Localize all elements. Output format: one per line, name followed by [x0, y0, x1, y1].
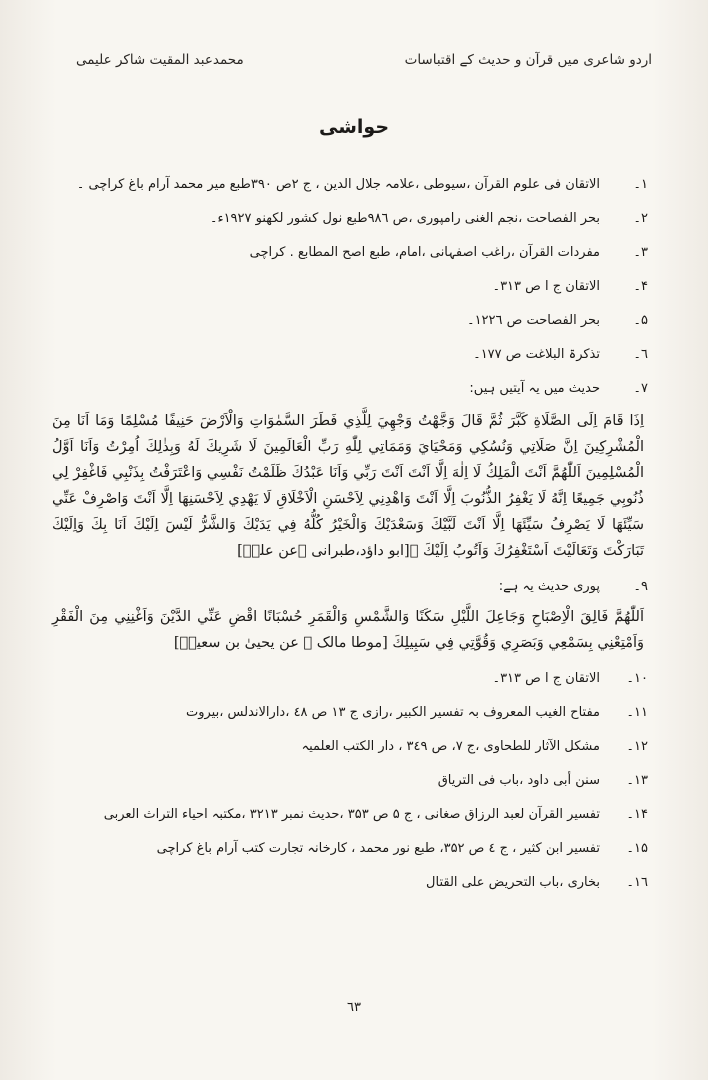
hadith-quote-1: اِذَا قَامَ اِلَى الصَّلَاةِ كَبَّرَ ثُمَّ قَالَ وَجَّهْتُ وَجْهِيَ لِلَّذِي فَطَرَ السَّمٰوَاتِ وَالْاَرْضَ حَنِيفًا مُسْلِمًا وَمَا اَنَا مِنَ الْمُشْرِكِينَ اِنَّ صَلَاتِي وَنُسُكِي وَمَحْيَايَ وَمَمَاتِي لِلّٰهِ رَبِّ الْعَالَمِينَ لَا شَرِيكَ لَهُ وَبِذٰلِكَ اُمِرْتُ وَاَنَا اَوَّلُ الْمُسْلِمِينَ اَللّٰهُمَّ اَنْتَ الْمَلِكُ لَا اِلٰهَ اِلَّا اَنْتَ اَنْتَ رَبِّي وَاَنَا عَبْدُكَ ظَلَمْتُ نَفْسِي وَاعْتَرَفْتُ بِذَنْبِي فَاغْفِرْ لِي ذُنُوبِي جَمِيعًا اِنَّهُ لَا يَغْفِرُ الذُّنُوبَ اِلَّا اَنْتَ وَاهْدِنِي لِاَحْسَنِ الْاَخْلَاقِ لَا يَهْدِي لِاَحْسَنِهَا اِلَّا اَنْتَ وَاصْرِفْ عَنِّي سَيِّئَهَا لَا يَصْرِفُ سَيِّئَهَا اِلَّا اَنْتَ لَبَّيْكَ وَسَعْدَيْكَ وَالْخَيْرُ كُلُّهُ فِي يَدَيْكَ وَالشَّرُّ لَيْسَ اِلَيْكَ اَنَا بِكَ وَاِلَيْكَ تَبَارَكْتَ وَتَعَالَيْتَ اَسْتَغْفِرُكَ وَاَتُوبُ اِلَيْكَ ۔[ابو داؤد،طبرانی ۔عن علیؓ] — [52, 413, 644, 559]
note-5 — [52, 312, 648, 330]
note-11 — [52, 704, 648, 722]
note-number: ٩۔ — [633, 579, 648, 594]
note-text: الاتقان ج ا ص ٣١٣۔ — [492, 671, 600, 686]
note-text: تفسیر القرآن لعبد الرزاق صغانی ، ج ۵ ص ٣۵٣ ،حدیث نمبر ٣٢١٣ ،مکتبہ احیاء التراث العربی — [103, 807, 600, 822]
note-4 — [52, 278, 648, 296]
note-text: بحر الفصاحت ،نجم الغنی رامپوری ،ص ٩٨٦طبع نول کشور لکھنو ١٩٢٧ء۔ — [209, 211, 600, 226]
header-author: محمدعبد المقیت شاکر علیمی — [76, 52, 244, 68]
note-number: ١۔ — [633, 177, 648, 192]
note-number: ١١۔ — [626, 705, 648, 720]
note-text: مفردات القرآن ،راغب اصفہانی ،امام، طبع اصح المطابع . کراچی — [249, 245, 600, 260]
note-text: بحر الفصاحت ص ١٢٢٦۔ — [466, 313, 600, 328]
note-14 — [52, 806, 648, 824]
note-number: ٣۔ — [633, 245, 648, 260]
note-text: الاتقان فی علوم القرآن ،سیوطی ،علامہ جلال الدین ، ج ٢ص ٣٩٠طبع میر محمد آرام باغ کراچی ۔ — [76, 177, 600, 192]
note-text: تفسیر ابن کثیر ، ج ٤ ص ٣۵٢، طبع نور محمد ، کارخانہ تجارت کتب آرام باغ کراچی — [156, 841, 600, 856]
note-text: الاتقان ج ا ص ٣١٣۔ — [492, 279, 600, 294]
note-number: ١٦۔ — [626, 875, 648, 890]
running-header — [76, 52, 652, 68]
note-1 — [52, 176, 648, 194]
footnotes-body — [52, 176, 648, 892]
note-15 — [52, 840, 648, 858]
note-text: مفتاح الغیب المعروف بہ تفسیر الکبیر ،رازی ج ١٣ ص ٤٨ ،دارالاندلس ،بیروت — [185, 705, 600, 720]
note-16 — [52, 874, 648, 892]
note-text: مشکل الآثار للطحاوی ،ج ٧، ص ٣٤٩ ، دار الکتب العلمیہ — [301, 739, 600, 754]
note-number: ۴۔ — [633, 279, 648, 294]
note-text: سنن أبی داود ،باب فی التریاق — [437, 773, 600, 788]
note-2 — [52, 210, 648, 228]
note-number: ١٣۔ — [626, 773, 648, 788]
page-number: ٦٣ — [347, 1000, 361, 1015]
note-number: ١۵۔ — [626, 841, 648, 856]
note-10 — [52, 670, 648, 688]
note-7 — [52, 380, 648, 398]
note-number: ٢۔ — [633, 211, 648, 226]
note-6 — [52, 346, 648, 364]
note-12 — [52, 738, 648, 756]
note-text: حدیث میں یہ آیتیں ہیں: — [469, 381, 600, 396]
note-text: بخاری ،باب التحریض علی القتال — [426, 875, 600, 890]
note-text: پوری حدیث یہ ہے: — [498, 579, 600, 594]
note-number: ١۴۔ — [626, 807, 648, 822]
note-number: ١٠۔ — [626, 671, 648, 686]
header-book-title: اردو شاعری میں قرآن و حدیث کے اقتباسات — [404, 52, 652, 68]
note-number: ۵۔ — [633, 313, 648, 328]
note-text: تذکرۃ البلاغت ص ١٧٧۔ — [473, 347, 600, 362]
note-9 — [52, 578, 648, 596]
note-number: ٧۔ — [633, 381, 648, 396]
note-number: ٦۔ — [633, 347, 648, 362]
note-3 — [52, 244, 648, 262]
hadith-quote-2: اَللّٰهُمَّ فَالِقَ الْاِصْبَاحِ وَجَاعِلَ اللَّيْلِ سَكَنًا وَالشَّمْسِ وَالْقَمَرِ حُسْبَانًا اقْضِ عَنِّي الدَّيْنَ وَاَغْنِنِي مِنَ الْفَقْرِ وَاَمْتِعْنِي بِسَمْعِي وَبَصَرِي وَقُوَّتِي فِي سَبِيلِكَ [موطا مالک ۔ عن یحییٰ بن سعیدؒ] — [52, 609, 644, 651]
note-13 — [52, 772, 648, 790]
section-heading: حواشی — [318, 116, 390, 138]
note-number: ١٢۔ — [626, 739, 648, 754]
